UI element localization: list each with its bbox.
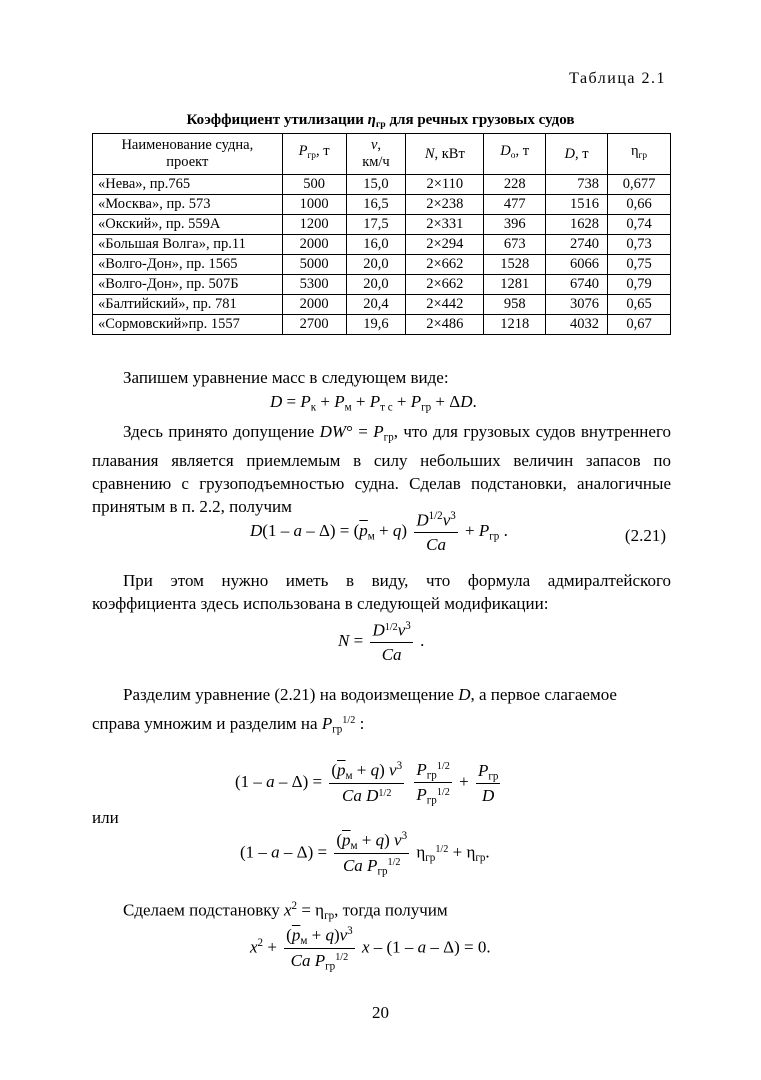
cell-vessel: «Нева», пр.765 [93, 175, 283, 195]
fraction: $\frac{(\overline{p}_м + q) v^3}{\text{Ca D1/2}}$ [331, 760, 403, 806]
table-row [93, 195, 671, 215]
cell-utilization: 0,677 [608, 175, 671, 195]
cell-utilization: 0,73 [608, 235, 671, 255]
cell-empty-displacement: 1218 [484, 315, 546, 335]
cell-power: 2×486 [406, 315, 484, 335]
cell-cargo: 5300 [282, 275, 346, 295]
cell-speed: 16,0 [346, 235, 406, 255]
cell-utilization: 0,75 [608, 255, 671, 275]
cell-speed: 20,4 [346, 295, 406, 315]
cell-utilization: 0,67 [608, 315, 671, 335]
fraction: $\frac{D1/2v^3}{Ca}$ [372, 620, 411, 664]
cell-speed: 19,6 [346, 315, 406, 335]
formula-eta: (1 – a – Δ) = $\frac{(\overline{p}_м + q) v^3}{Ca P_{гр}1/2}$ $\eta_{гр}1/2 + \eta_{гр}$. [240, 830, 490, 878]
cell-utilization: 0,65 [608, 295, 671, 315]
cell-cargo: 2000 [282, 235, 346, 255]
formula-admiralty: N = $\frac{D1/2v^3}{Ca}$ . [338, 620, 425, 664]
cell-speed: 20,0 [346, 275, 406, 295]
cell-power: 2×110 [406, 175, 484, 195]
cell-displacement: 738 [546, 175, 608, 195]
cell-speed: 16,5 [346, 195, 406, 215]
cell-speed: 15,0 [346, 175, 406, 195]
cell-vessel: «Балтийский», пр. 781 [93, 295, 283, 315]
cell-vessel: «Волго-Дон», пр. 1565 [93, 255, 283, 275]
equation-number: (2.21) [624, 526, 666, 545]
formula-divided: (1 – a – Δ) = $\frac{(\overline{p}_м + q) v^3}{\text{Ca D1/2}}$ $\frac{P_{гр}1/2}{P_{гр}1/2}$ + $\frac{P_{гр}}{D}$ [235, 760, 499, 807]
text-or: или [92, 808, 119, 827]
cell-empty-displacement: 477 [484, 195, 546, 215]
cell-cargo: 2000 [282, 295, 346, 315]
cell-displacement: 1516 [546, 195, 608, 215]
table-header-row [93, 134, 671, 175]
cell-speed: 17,5 [346, 215, 406, 235]
cell-displacement: 6066 [546, 255, 608, 275]
cell-displacement: 2740 [546, 235, 608, 255]
page-number: 20 [372, 1003, 389, 1022]
fraction: $\frac{P_{гр}}{D}$ [477, 760, 499, 805]
table-row [93, 255, 671, 275]
formula-quadratic: $x^2$ + $\frac{(\overline{p}_м + q)v^3}{Ca P_{гр}1/2}$ x – (1 – a – Δ) = 0. [250, 925, 491, 973]
cell-cargo: 5000 [282, 255, 346, 275]
cell-displacement: 6740 [546, 275, 608, 295]
cell-empty-displacement: 673 [484, 235, 546, 255]
header-power: N, кВт [406, 134, 484, 175]
fraction: $\frac{D^{1/2}v^3}{Ca}$ [416, 510, 456, 554]
formula-2-21: $D(1 - a - \Delta) = (\overline{p}_м + q)$ $\frac{D^{1/2}v^3}{Ca}$ + $P_{гр}$ . [250, 510, 508, 554]
cell-vessel: «Большая Волга», пр.11 [93, 235, 283, 255]
fraction: $\frac{(\overline{p}_м + q)v^3}{Ca P_{гр}1/2}$ [286, 925, 353, 973]
formula-mass-balance: $D = P_к + P_м + P_{т с} + P_{гр} + \Delta D$. [270, 392, 477, 414]
header-utilization: $\eta_{гр}$ [608, 134, 671, 175]
paragraph-substitution: Сделаем подстановку $x^2 = \eta_{гр}$, тогда получим [123, 900, 448, 922]
paragraph-assumption: Здесь принято допущение $DW^\circ = P_{гр}$, что для грузовых судов внутреннего плавания является приемлемым в силу небольших величин запасов по сравнению с грузоподъемностью судна. Сделав подстановки, аналогичные принятым в п. 2.2, получим [92, 422, 672, 517]
cell-vessel: «Окский», пр. 559А [93, 215, 283, 235]
paragraph-divide: Разделим уравнение (2.21) на водоизмещение D, а первое слагаемое [123, 685, 617, 704]
cell-utilization: 0,79 [608, 275, 671, 295]
cell-cargo: 2700 [282, 315, 346, 335]
cell-power: 2×662 [406, 275, 484, 295]
vessel-table [92, 133, 671, 335]
header-cargo-mass: $P_{гр}$, т [282, 134, 346, 175]
cell-cargo: 1200 [282, 215, 346, 235]
table-row [93, 235, 671, 255]
table-row [93, 295, 671, 315]
cell-displacement: 3076 [546, 295, 608, 315]
table-label: Таблица 2.1 [569, 70, 666, 87]
fraction: $\frac{(\overline{p}_м + q) v^3}{Ca P_{гр}1/2}$ [336, 830, 408, 878]
cell-vessel: «Москва», пр. 573 [93, 195, 283, 215]
cell-displacement: 4032 [546, 315, 608, 335]
cell-vessel: «Сормовский»пр. 1557 [93, 315, 283, 335]
table-row [93, 175, 671, 195]
cell-speed: 20,0 [346, 255, 406, 275]
cell-power: 2×662 [406, 255, 484, 275]
cell-empty-displacement: 1281 [484, 275, 546, 295]
cell-empty-displacement: 228 [484, 175, 546, 195]
cell-utilization: 0,66 [608, 195, 671, 215]
paragraph-multiply: справа умножим и разделим на $P_{гр}1/2$ : [92, 714, 365, 736]
cell-cargo: 500 [282, 175, 346, 195]
cell-displacement: 1628 [546, 215, 608, 235]
table-row [93, 315, 671, 335]
table-row [93, 215, 671, 235]
table-row [93, 275, 671, 295]
paragraph-mass-equation-intro: Запишем уравнение масс в следующем виде: [123, 368, 449, 387]
cell-power: 2×331 [406, 215, 484, 235]
header-empty-displacement: $D_о$, т [484, 134, 546, 175]
cell-utilization: 0,74 [608, 215, 671, 235]
cell-cargo: 1000 [282, 195, 346, 215]
cell-vessel: «Волго-Дон», пр. 507Б [93, 275, 283, 295]
cell-empty-displacement: 396 [484, 215, 546, 235]
cell-power: 2×442 [406, 295, 484, 315]
header-speed: v, км/ч [346, 134, 406, 175]
header-vessel-name: Наименование судна, проект [93, 134, 283, 175]
cell-power: 2×238 [406, 195, 484, 215]
cell-empty-displacement: 958 [484, 295, 546, 315]
cell-empty-displacement: 1528 [484, 255, 546, 275]
table-title: Коэффициент утилизации $\eta_{гр}$ для речных грузовых судов [186, 112, 575, 130]
header-displacement: D, т [546, 134, 608, 175]
paragraph-admiralty-coefficient: При этом нужно иметь в виду, что формула адмиралтейского коэффициента здесь использована в следующей модификации: [92, 571, 671, 613]
fraction: $\frac{P_{гр}1/2}{P_{гр}1/2}$ [416, 760, 450, 807]
cell-power: 2×294 [406, 235, 484, 255]
